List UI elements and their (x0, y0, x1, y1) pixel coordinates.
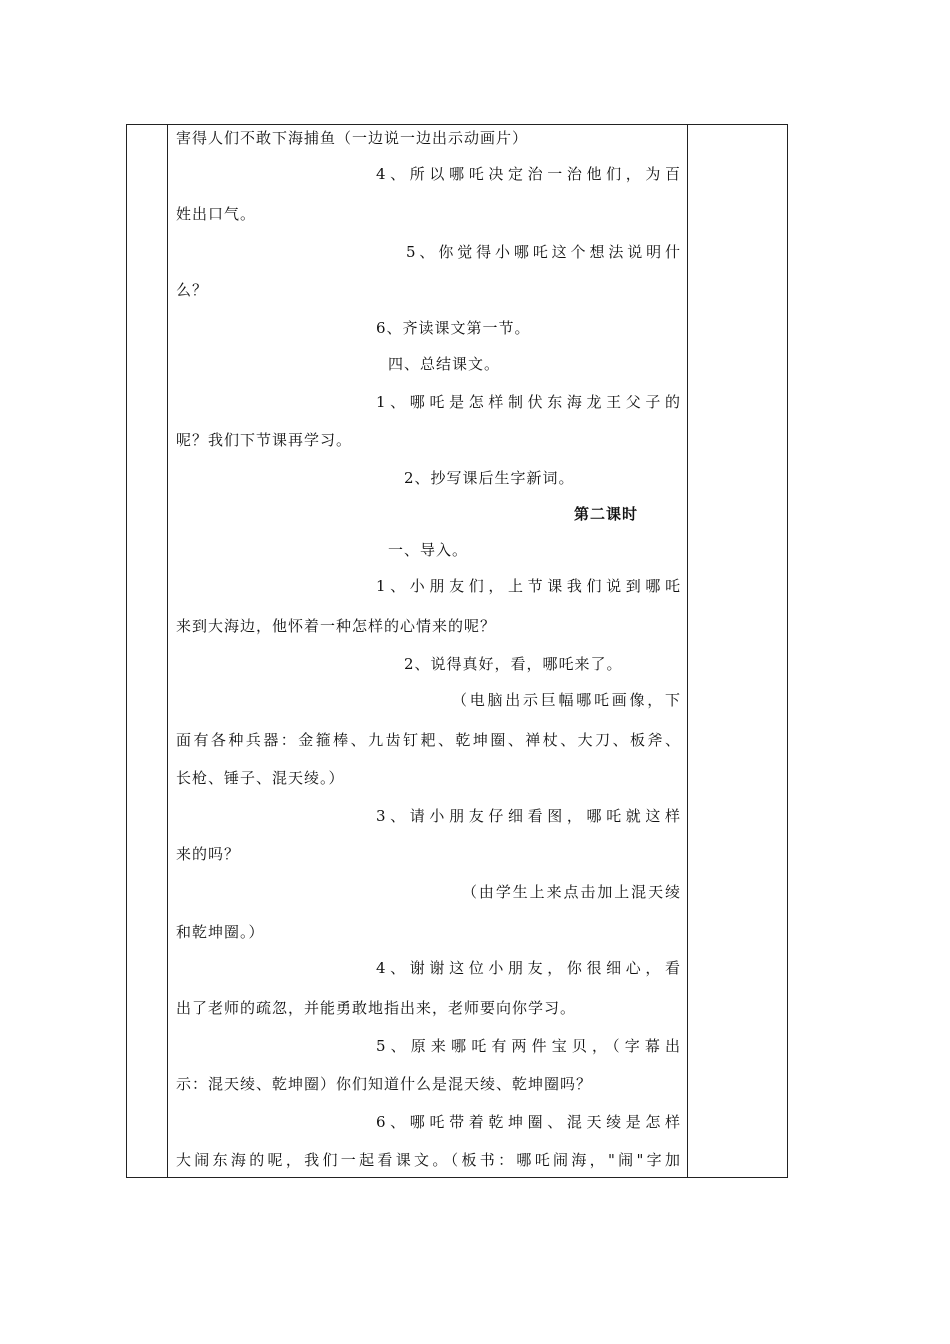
text-line: 害得人们不敢下海捕鱼（一边说一边出示动画片） (176, 129, 529, 147)
text-line: 大闹东海的呢，我们一起看课文。（板书：哪吒闹海，"闹"字加 (176, 1151, 681, 1169)
text-line: 面有各种兵器：金箍棒、九齿钉耙、乾坤圈、禅杖、大刀、板斧、 (176, 731, 681, 749)
text-line: 1、小朋友们，上节课我们说到哪吒 (376, 577, 681, 595)
table-column-divider-left (167, 125, 168, 1177)
text-line: 来到大海边，他怀着一种怎样的心情来的呢？ (176, 617, 497, 635)
text-line: 3、请小朋友仔细看图，哪吒就这样 (376, 807, 681, 825)
text-line: 6、齐读课文第一节。 (376, 319, 531, 337)
text-line: 2、说得真好，看，哪吒来了。 (404, 655, 623, 673)
text-line: （由学生上来点击加上混天绫 (462, 883, 681, 901)
text-line: 示：混天绫、乾坤圈）你们知道什么是混天绫、乾坤圈吗？ (176, 1075, 593, 1093)
text-line: 2、抄写课后生字新词。 (404, 469, 575, 487)
text-line: 出了老师的疏忽，并能勇敢地指出来，老师要向你学习。 (176, 999, 577, 1017)
text-line: 来的吗？ (176, 845, 241, 863)
text-line: 长枪、锤子、混天绫。） (176, 769, 345, 787)
table-column-divider-right (687, 125, 688, 1177)
text-line: 和乾坤圈。） (176, 923, 265, 941)
text-line: 姓出口气。 (176, 205, 257, 223)
text-line: 5、你觉得小哪吒这个想法说明什 (406, 243, 681, 261)
text-line: 么？ (176, 281, 209, 299)
text-line: 6、哪吒带着乾坤圈、混天绫是怎样 (376, 1113, 681, 1131)
text-line: 4、谢谢这位小朋友，你很细心，看 (376, 959, 681, 977)
text-line: 4、所以哪吒决定治一治他们，为百 (376, 165, 681, 183)
text-line: 四、总结课文。 (388, 355, 501, 373)
text-line: 1、哪吒是怎样制伏东海龙王父子的 (376, 393, 681, 411)
text-line: 一、导入。 (388, 541, 469, 559)
section-heading: 第二课时 (574, 505, 639, 523)
text-line: （电脑出示巨幅哪吒画像，下 (452, 691, 681, 709)
text-line: 5、原来哪吒有两件宝贝，（字幕出 (376, 1037, 681, 1055)
text-line: 呢？我们下节课再学习。 (176, 431, 353, 449)
